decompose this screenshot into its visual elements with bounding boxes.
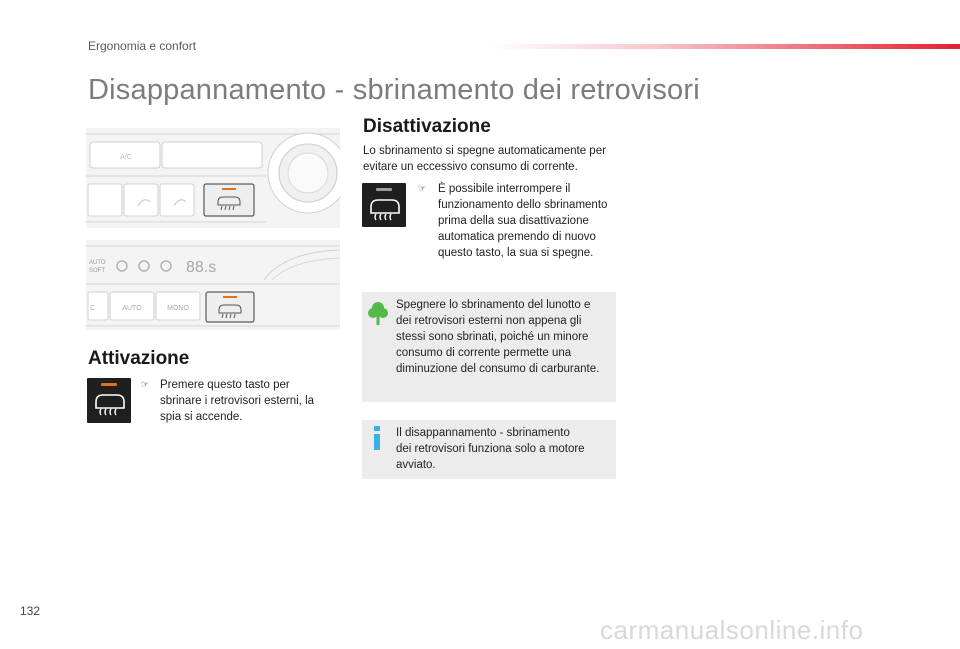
mirror-defrost-icon <box>362 183 406 227</box>
activation-text: Premere questo tasto per sbrinare i retrovisori esterni, la spia si accende. <box>160 379 315 423</box>
auto-button-label: AUTO <box>122 305 142 312</box>
header-accent-line <box>490 44 960 49</box>
tree-eco-icon <box>368 300 388 326</box>
mono-button-label: MONO <box>167 305 189 312</box>
soft-label: SOFT <box>89 268 105 274</box>
page-number: 132 <box>20 604 41 618</box>
ac-label: A/C <box>120 154 132 161</box>
deactivation-text: È possibile interrompere il funzionamento dello sbrinamento prima della sua disattivazione automatica premendo di nuovo questo tasto, la sua si spegne. <box>438 183 608 259</box>
watermark: carmanualsonline.info <box>600 615 864 645</box>
climate-panel-illustration-top <box>86 128 340 228</box>
deactivation-intro: Lo sbrinamento si spegne automaticamente per evitare un eccessivo consumo di corrente. <box>363 145 606 173</box>
page-title: Disappannamento - sbrinamento dei retrovisori <box>88 74 700 106</box>
info-note-text: Il disappannamento - sbrinamento dei retrovisori funziona solo a motore avviato. <box>396 427 585 471</box>
climate-panel-illustration-bottom <box>86 240 340 330</box>
mirror-defrost-button-icon-2 <box>362 183 406 227</box>
section-header: Ergonomia e confort <box>88 39 197 53</box>
mirror-defrost-icon <box>87 378 131 423</box>
info-icon <box>372 426 382 450</box>
auto-soft-label: AUTO <box>89 260 106 266</box>
c-label: C <box>90 305 96 312</box>
temperature-digits: 88.s <box>186 259 217 276</box>
activation-title: Attivazione <box>88 348 190 369</box>
info-note-box <box>362 420 616 479</box>
deactivation-title: Disattivazione <box>363 116 491 137</box>
eco-note-box <box>362 292 616 402</box>
finger-pointer-icon: ☞ <box>418 183 427 193</box>
eco-note-text: Spegnere lo sbrinamento del lunotto e dei retrovisori esterni non appena gli stessi sono sbrinati, poiché un minore consumo di corrente permette una diminuzione del consumo di carburante. <box>396 299 600 375</box>
mirror-defrost-button-icon <box>87 378 131 423</box>
finger-pointer-icon: ☞ <box>141 379 150 389</box>
